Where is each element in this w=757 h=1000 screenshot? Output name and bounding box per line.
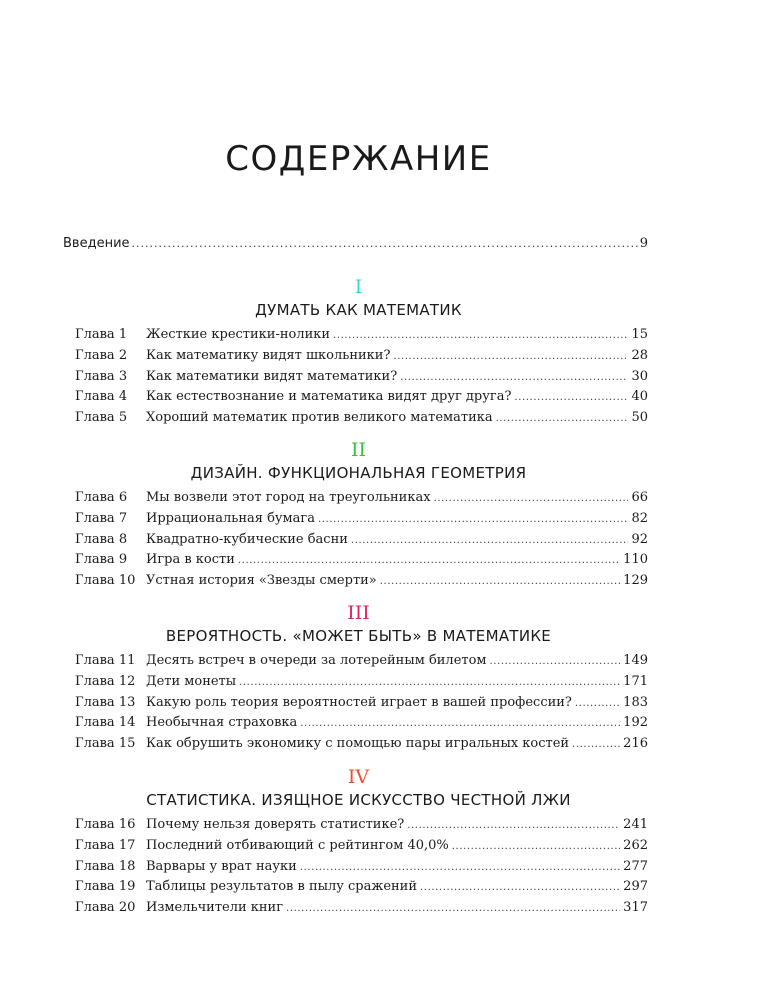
toc-chapter-entry xyxy=(75,346,648,367)
chapter-page-number: 317 xyxy=(623,900,648,916)
chapter-number: Глава 15 xyxy=(75,736,136,752)
chapter-page-number: 277 xyxy=(623,858,648,874)
part-numeral: IV xyxy=(347,766,370,788)
chapter-number: Глава 19 xyxy=(75,879,136,895)
chapter-title: Иррациональная бумага xyxy=(146,510,315,526)
intro-page-number: 9 xyxy=(639,236,648,251)
chapter-title: Как математики видят математики? xyxy=(146,368,398,384)
dot-leader xyxy=(407,816,620,837)
chapter-number: Глава 11 xyxy=(75,653,136,668)
intro-label: Введение xyxy=(63,236,130,251)
chapter-page-number: 30 xyxy=(631,368,648,384)
chapter-page-number: 15 xyxy=(631,327,648,342)
chapter-number: Глава 6 xyxy=(75,490,128,505)
chapter-title: Как естествознание и математика видят друг друга? xyxy=(146,389,512,405)
chapter-title: Последний отбивающий с рейтингом 40,0% xyxy=(146,837,449,853)
part-title: ДИЗАЙН. ФУНКЦИОНАЛЬНАЯ ГЕОМЕТРИЯ xyxy=(190,464,527,482)
toc-chapter-entry xyxy=(75,672,648,693)
chapter-title: Как обрушить экономику с помощью пары игральных костей xyxy=(146,736,570,752)
chapter-number: Глава 9 xyxy=(75,552,128,568)
chapter-page-number: 216 xyxy=(623,736,648,752)
chapter-list xyxy=(0,325,717,429)
chapter-title: Необычная страховка xyxy=(146,715,298,731)
chapter-title: Игра в кости xyxy=(146,552,235,568)
toc-part-section xyxy=(0,438,717,592)
dot-leader xyxy=(380,572,620,593)
chapter-number: Глава 3 xyxy=(75,368,128,384)
toc-chapter-entry xyxy=(75,877,648,898)
dot-leader xyxy=(286,899,620,920)
dot-leader xyxy=(420,878,620,899)
toc-chapter-entry xyxy=(75,651,648,672)
dot-leader xyxy=(452,837,620,858)
chapter-page-number: 241 xyxy=(623,817,648,832)
toc-chapter-entry xyxy=(75,693,648,714)
part-title: ВЕРОЯТНОСТЬ. «МОЖЕТ БЫТЬ» В МАТЕМАТИКЕ xyxy=(165,627,552,645)
toc-chapter-entry xyxy=(75,509,648,530)
toc-chapter-entry xyxy=(75,734,648,755)
chapter-number: Глава 4 xyxy=(75,389,128,405)
dot-leader xyxy=(132,237,638,250)
chapter-number: Глава 16 xyxy=(75,817,136,832)
dot-leader xyxy=(490,652,621,673)
chapter-title: Устная история «Звезды смерти» xyxy=(146,573,377,589)
chapter-page-number: 28 xyxy=(631,347,648,363)
toc-chapter-entry xyxy=(75,836,648,857)
chapter-title: Какую роль теория вероятностей играет в вашей профессии? xyxy=(146,694,572,710)
toc-chapter-entry xyxy=(75,815,648,836)
toc-chapter-entry xyxy=(75,713,648,734)
dot-leader xyxy=(434,489,629,510)
chapter-page-number: 82 xyxy=(631,510,648,526)
toc-chapter-entry xyxy=(75,367,648,388)
chapter-page-number: 92 xyxy=(631,531,648,547)
chapter-number: Глава 8 xyxy=(75,531,128,547)
chapter-title: Как математику видят школьники? xyxy=(146,347,391,363)
toc-part-section xyxy=(0,275,717,429)
chapter-page-number: 40 xyxy=(631,389,648,405)
dot-leader xyxy=(238,551,620,572)
chapter-page-number: 171 xyxy=(623,673,648,689)
chapter-page-number: 50 xyxy=(631,410,648,426)
chapter-page-number: 110 xyxy=(623,552,648,568)
chapter-list xyxy=(0,815,717,919)
dot-leader xyxy=(318,510,628,531)
dot-leader xyxy=(514,388,628,409)
toc-chapter-entry xyxy=(75,387,648,408)
chapter-number: Глава 7 xyxy=(75,510,128,526)
dot-leader xyxy=(300,714,620,735)
chapter-title: Десять встреч в очереди за лотерейным билетом xyxy=(146,653,487,668)
chapter-list xyxy=(0,651,717,755)
dot-leader xyxy=(351,531,629,552)
page-title: СОДЕРЖАНИЕ xyxy=(225,138,492,179)
chapter-page-number: 66 xyxy=(631,490,648,505)
chapter-page-number: 149 xyxy=(623,653,648,668)
toc-part-section xyxy=(0,765,717,919)
dot-leader xyxy=(496,409,629,430)
chapter-page-number: 129 xyxy=(623,573,648,589)
dot-leader xyxy=(333,326,628,347)
chapter-page-number: 192 xyxy=(623,715,648,731)
chapter-title: Хороший математик против великого математика xyxy=(146,410,493,426)
toc-entry-intro xyxy=(63,236,648,251)
chapter-number: Глава 20 xyxy=(75,900,136,916)
chapter-number: Глава 13 xyxy=(75,694,136,710)
chapter-list xyxy=(0,488,717,592)
toc-chapter-entry xyxy=(75,857,648,878)
chapter-title: Таблицы результатов в пылу сражений xyxy=(146,879,418,895)
toc-chapter-entry xyxy=(75,550,648,571)
toc-part-section xyxy=(0,601,717,755)
dot-leader xyxy=(239,673,620,694)
dot-leader xyxy=(300,858,620,879)
toc-chapter-entry xyxy=(75,488,648,509)
part-numeral: II xyxy=(350,439,366,461)
dot-leader xyxy=(393,347,628,368)
toc-chapter-entry xyxy=(75,325,648,346)
chapter-number: Глава 17 xyxy=(75,837,136,853)
dot-leader xyxy=(572,735,620,756)
dot-leader xyxy=(575,694,620,715)
chapter-number: Глава 10 xyxy=(75,573,136,589)
toc-chapter-entry xyxy=(75,898,648,919)
chapter-number: Глава 14 xyxy=(75,715,136,731)
chapter-title: Варвары у врат науки xyxy=(146,858,297,874)
chapter-number: Глава 2 xyxy=(75,347,128,363)
chapter-title: Почему нельзя доверять статистике? xyxy=(146,817,405,832)
part-numeral: III xyxy=(347,602,370,624)
chapter-page-number: 297 xyxy=(623,879,648,895)
part-numeral: I xyxy=(354,276,363,298)
toc-chapter-entry xyxy=(75,408,648,429)
chapter-number: Глава 1 xyxy=(75,327,128,342)
chapter-page-number: 183 xyxy=(623,694,648,710)
dot-leader xyxy=(400,368,628,389)
toc-chapter-entry xyxy=(75,571,648,592)
chapter-number: Глава 12 xyxy=(75,673,136,689)
part-title: ДУМАТЬ КАК МАТЕМАТИК xyxy=(255,301,462,319)
chapter-title: Мы возвели этот город на треугольниках xyxy=(146,490,431,505)
toc-chapter-entry xyxy=(75,530,648,551)
chapter-page-number: 262 xyxy=(623,837,648,853)
chapter-number: Глава 18 xyxy=(75,858,136,874)
chapter-number: Глава 5 xyxy=(75,410,128,426)
chapter-title: Измельчители книг xyxy=(146,900,284,916)
chapter-title: Жесткие крестики-нолики xyxy=(146,327,331,342)
chapter-title: Квадратно-кубические басни xyxy=(146,531,348,547)
part-title: СТАТИСТИКА. ИЗЯЩНОЕ ИСКУССТВО ЧЕСТНОЙ ЛЖИ xyxy=(146,791,571,809)
chapter-title: Дети монеты xyxy=(146,673,237,689)
